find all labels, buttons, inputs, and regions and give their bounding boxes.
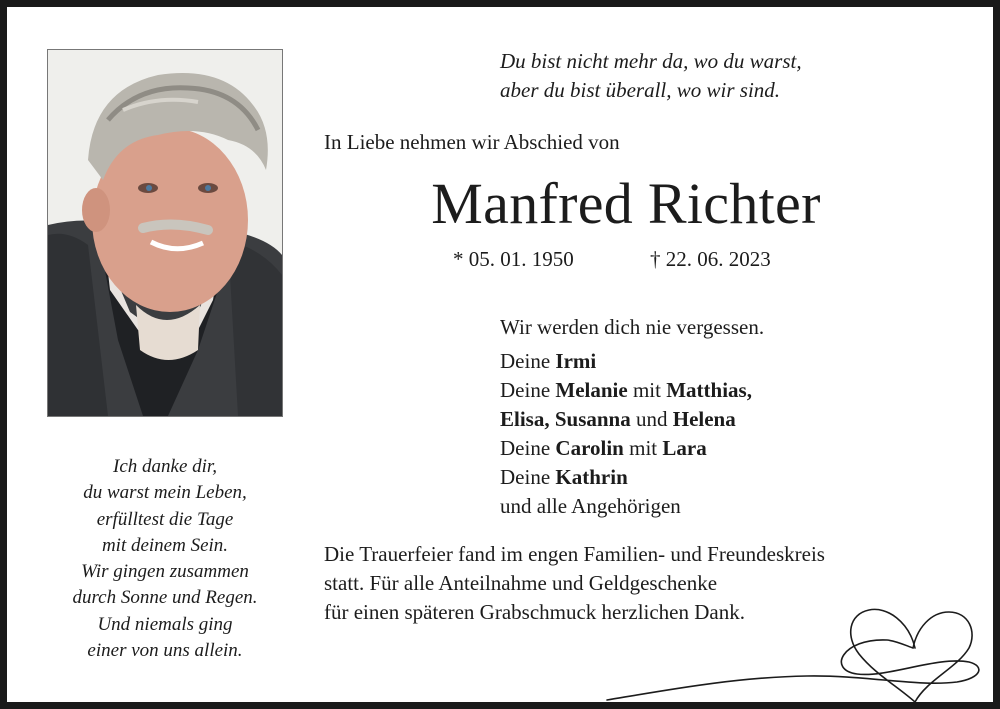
poem-line: Und niemals ging — [97, 613, 233, 635]
poem-line: Ich danke dir, — [113, 456, 217, 477]
family-motto: Wir werden dich nie vergessen. — [500, 315, 765, 339]
intro-text: In Liebe nehmen wir Abschied von — [324, 130, 620, 154]
family-member: Lara — [662, 436, 707, 460]
deceased-name: Manfred Richter — [431, 171, 821, 236]
family-line: Deine Irmi — [500, 349, 597, 373]
family-member: Irmi — [555, 349, 597, 373]
family-line: Deine Carolin mit Lara — [500, 436, 707, 460]
death-date: † 22. 06. 2023 — [650, 247, 771, 271]
notice-line-2: statt. Für alle Anteilnahme und Geldgeschenke — [324, 571, 718, 595]
family-signature — [500, 313, 764, 521]
quote-line-1: Du bist nicht mehr da, wo du warst, — [500, 49, 802, 73]
poem-line: mit deinem Sein. — [101, 534, 229, 556]
poem-line: einer von uns allein. — [87, 640, 243, 662]
family-member: Helena — [672, 407, 736, 431]
poem-line: du warst mein Leben, — [83, 482, 247, 504]
family-line: Elisa, Susanna und Helena — [500, 407, 736, 431]
poem — [25, 454, 305, 664]
poem-line: Wir gingen zusammen — [81, 561, 249, 583]
notice-line-1: Die Trauerfeier fand im engen Familien- und Freundeskreis — [324, 542, 825, 566]
family-member: Carolin — [555, 436, 624, 460]
poem-line: erfülltest die Tage — [96, 508, 234, 530]
quote-line-2: aber du bist überall, wo wir sind. — [500, 78, 781, 102]
family-member: Melanie — [555, 378, 628, 402]
family-member: Elisa, Susanna — [500, 407, 631, 431]
notice-line-3: für einen späteren Grabschmuck herzlichen Dank. — [324, 600, 745, 624]
family-line: Deine Melanie mit Matthias, — [500, 378, 752, 402]
family-member: Matthias, — [666, 378, 752, 402]
family-member: Kathrin — [555, 465, 628, 489]
opening-quote — [500, 47, 802, 105]
poem-line: durch Sonne und Regen. — [72, 587, 258, 609]
portrait-photo — [47, 49, 283, 417]
birth-date: * 05. 01. 1950 — [453, 247, 574, 271]
heart-line-icon — [597, 582, 987, 702]
family-line: Deine Kathrin — [500, 465, 628, 489]
family-line: und alle Angehörigen — [500, 494, 681, 518]
obituary-card — [7, 7, 993, 702]
